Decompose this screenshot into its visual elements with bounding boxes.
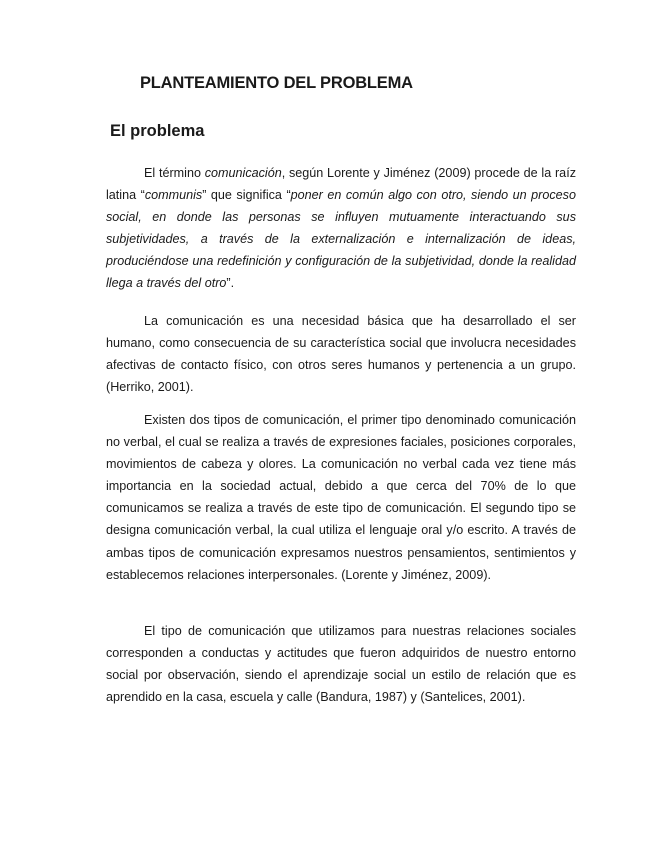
paragraph-1-text: , según Lorente y Jiménez (2009) procede de la raíz latina “ <box>106 166 576 203</box>
paragraph-4-text: El tipo de comunicación que utilizamos para nuestras relaciones sociales corresponden a conductas y actitudes que fueron adquiridos de nuestro entorno social por observación, siendo el aprendizaje social un estilo de relación que es aprendido en la casa, escuela y calle (Bandura, 1987) y (Santelices, 2001). <box>106 624 576 705</box>
paragraph-1-text: ” que significa “ <box>202 188 291 203</box>
paragraph-1-latin-term: communis <box>144 188 203 203</box>
paragraph-1 <box>106 162 576 295</box>
page-title: PLANTEAMIENTO DEL PROBLEMA <box>140 74 413 92</box>
paragraph-2 <box>106 310 576 398</box>
paragraph-1-text: El término <box>144 166 205 180</box>
paragraph-1-term: comunicación <box>204 166 282 180</box>
paragraph-1-quote: poner en común algo con otro, siendo un proceso social, en donde las personas se influyen mutuamente interactuando sus subjetividades, a través de la externalización e internalización de ideas, produciéndose una redefinición y configuración de la subjetividad, donde la realidad llega a través del otro <box>106 188 576 291</box>
paragraph-3 <box>106 409 576 586</box>
paragraph-2-text: La comunicación es una necesidad básica que ha desarrollado el ser humano, como consecuencia de su característica social que involucra necesidades afectivas de contacto físico, con otros seres humanos y pertenencia a un grupo. (Herriko, 2001). <box>106 314 576 395</box>
section-heading: El problema <box>110 122 205 140</box>
paragraph-3-text: Existen dos tipos de comunicación, el primer tipo denominado comunicación no verbal, el cual se realiza a través de expresiones faciales, posiciones corporales, movimientos de cabeza y olores. La comunicación no verbal cada vez tiene más importancia en la sociedad actual, debido a que cerca del 70% de lo que comunicamos se realiza a través de este tipo de comunicación. El segundo tipo se designa comunicación verbal, la cual utiliza el lenguaje oral y/o escrito. A través de ambas tipos de comunicación expresamos nuestros pensamientos, sentimientos y establecemos relaciones interpersonales. (Lorente y Jiménez, 2009). <box>106 413 576 582</box>
paragraph-1-text: ”. <box>226 276 235 291</box>
paragraph-4 <box>106 620 576 708</box>
